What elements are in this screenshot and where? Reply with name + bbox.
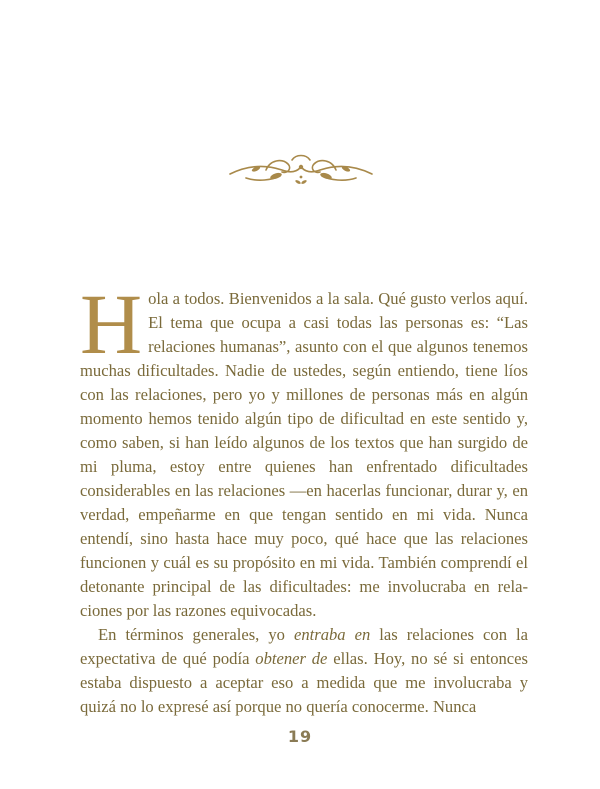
paragraph-1-text: ola a todos. Bienvenidos a la sala. Qué gusto verlos aquí. El tema que ocupa a casi todas las personas es: “Las relaciones humanas”, asunto con el que algunos tenemos muchas dificultades. Nadie de ustedes, según entiendo, tiene líos con las relaciones, pero yo y millones de personas más en algún momento hemos tenido algún tipo de dificultad en este sentido y, como saben, si han leído algunos de los textos que han surgido de mi pluma, estoy entre quienes han enfrentado dificultades considerables en las relaciones —en hacerlas funcionar, durar y, en verdad, empeñarme en que tengan sentido en mi vida. Nunca entendí, sino hasta hace muy poco, qué hace que las relaciones funcionen y cuál es su propósito en mi vida. También comprendí el detonante principal de las dificultades: me involucraba en relaciones por las razones equivocadas.	[80, 289, 528, 620]
flourish-ornament-icon	[226, 150, 376, 190]
emphasis-obtener-de: obtener de	[255, 649, 328, 668]
body-text	[80, 276, 528, 719]
paragraph-2-text-a: En términos generales, yo	[98, 625, 294, 644]
emphasis-entraba-en: entraba en	[293, 625, 371, 644]
paragraph-2	[80, 623, 528, 719]
paragraph-2-text-c: ellas. Hoy, no sé si entonces estaba dispuesto a aceptar eso a medida que me involucraba y quizá no lo expresé así porque no quería conocerme. Nunca	[80, 649, 528, 716]
drop-cap: H	[80, 276, 143, 372]
paragraph-1	[80, 276, 528, 623]
page-number: 19	[287, 727, 313, 746]
paragraph-2-text-b: las relaciones con la expectativa de qué podía	[80, 625, 528, 668]
